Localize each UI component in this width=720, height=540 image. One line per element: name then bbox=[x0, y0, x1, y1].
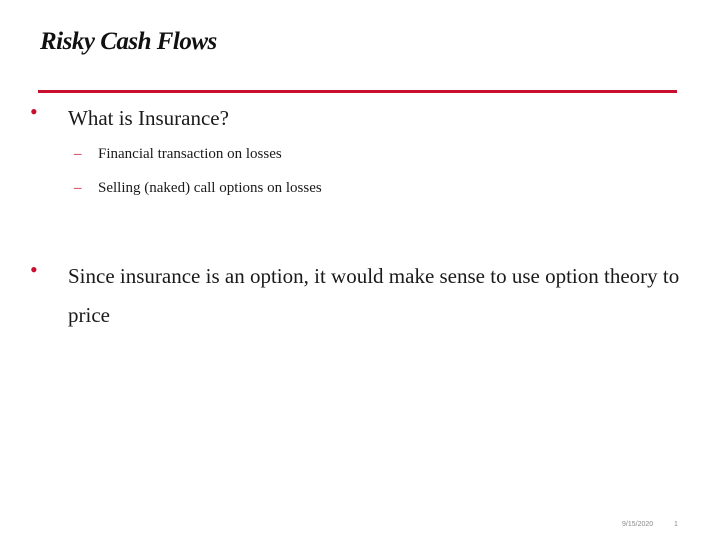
bullet-marker: • bbox=[30, 257, 38, 282]
sub-bullet-text: Selling (naked) call options on losses bbox=[98, 180, 322, 196]
sub-bullet-marker: – bbox=[74, 146, 82, 162]
sub-bullet-item bbox=[74, 146, 282, 163]
bullet-text: Since insurance is an option, it would make sense to use option theory to price bbox=[68, 264, 680, 327]
bullet-text: What is Insurance? bbox=[68, 106, 229, 130]
footer-date: 9/15/2020 bbox=[622, 521, 654, 528]
page-number: 1 bbox=[674, 521, 678, 528]
title-divider bbox=[38, 90, 677, 93]
sub-bullet-item bbox=[74, 180, 322, 197]
sub-bullet-text: Financial transaction on losses bbox=[98, 146, 282, 162]
bullet-marker: • bbox=[30, 99, 38, 124]
slide-title: Risky Cash Flows bbox=[40, 28, 217, 55]
sub-bullet-marker: – bbox=[74, 180, 82, 196]
